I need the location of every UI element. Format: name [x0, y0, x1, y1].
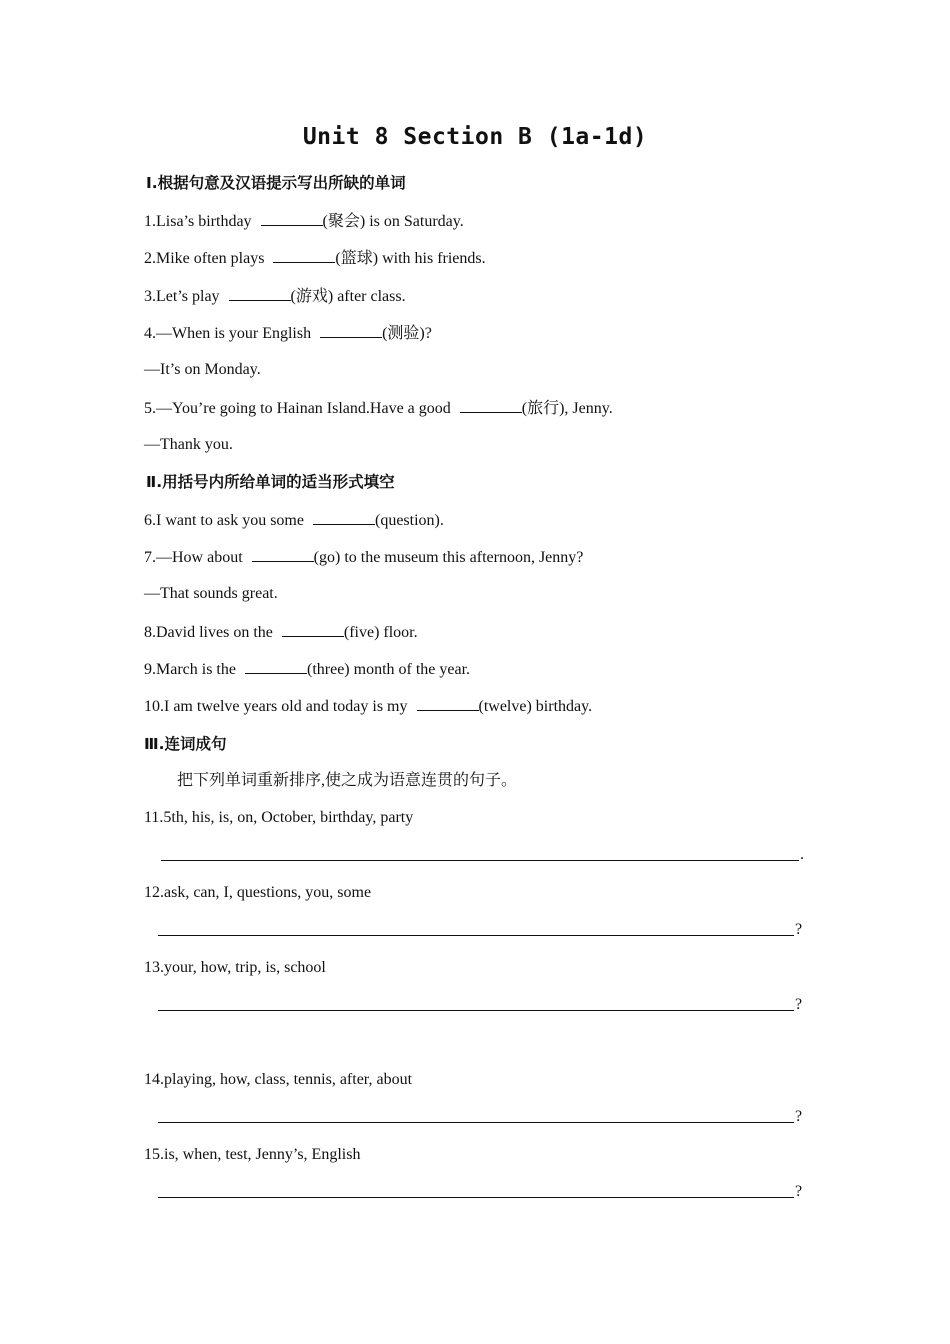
question-14-words: 14.playing, how, class, tennis, after, about — [144, 1071, 413, 1088]
answer-blank[interactable] — [460, 398, 522, 413]
question-8 — [144, 622, 418, 643]
end-punctuation: ? — [795, 921, 803, 938]
section-3-instruction: 把下列单词重新排序,使之成为语意连贯的句子。 — [177, 772, 518, 789]
question-hint: (go) to the museum this afternoon, Jenny? — [313, 549, 584, 566]
answer-blank[interactable] — [313, 510, 375, 525]
dialogue-response: —That sounds great. — [144, 585, 278, 602]
answer-blank[interactable] — [245, 659, 307, 674]
question-5 — [144, 398, 613, 419]
question-hint: (篮球) with his friends. — [335, 250, 486, 267]
question-text: 5.—You’re going to Hainan Island.Have a good — [144, 400, 451, 417]
end-punctuation: ? — [795, 1108, 803, 1125]
section-3-heading: Ⅲ.连词成句 — [144, 735, 227, 753]
question-text: 9.March is the — [144, 661, 236, 678]
answer-rule — [158, 935, 794, 936]
question-1 — [144, 211, 464, 232]
question-9 — [144, 659, 470, 680]
question-hint: (旅行), Jenny. — [521, 400, 613, 417]
answer-blank[interactable] — [229, 286, 291, 301]
question-3 — [144, 286, 406, 307]
question-hint: (测验)? — [382, 325, 432, 342]
answer-line-13[interactable] — [158, 995, 808, 1015]
question-7 — [144, 547, 583, 568]
dialogue-response: —It’s on Monday. — [144, 361, 261, 378]
question-text: 7.—How about — [144, 549, 243, 566]
question-hint: (five) floor. — [343, 624, 418, 641]
answer-blank[interactable] — [252, 547, 314, 562]
question-text: 10.I am twelve years old and today is my — [144, 698, 408, 715]
answer-rule — [158, 1122, 794, 1123]
answer-line-12[interactable] — [158, 920, 808, 940]
answer-blank[interactable] — [282, 622, 344, 637]
question-hint: (聚会) is on Saturday. — [322, 213, 464, 230]
answer-line-11[interactable] — [161, 845, 811, 865]
end-punctuation: ? — [795, 1183, 803, 1200]
page-title: Unit 8 Section B (1a-1d) — [302, 124, 648, 150]
question-text: 1.Lisa’s birthday — [144, 213, 252, 230]
question-hint: (three) month of the year. — [306, 661, 471, 678]
question-text: 8.David lives on the — [144, 624, 273, 641]
answer-line-15[interactable] — [158, 1182, 808, 1202]
question-text: 3.Let’s play — [144, 288, 220, 305]
answer-blank[interactable] — [261, 211, 323, 226]
question-4 — [144, 323, 432, 344]
question-12-words: 12.ask, can, I, questions, you, some — [144, 884, 372, 901]
question-hint: (question). — [374, 512, 444, 529]
answer-blank[interactable] — [273, 248, 335, 263]
question-10 — [144, 696, 592, 717]
end-punctuation: . — [800, 846, 804, 863]
question-13-words: 13.your, how, trip, is, school — [144, 959, 326, 976]
answer-line-14[interactable] — [158, 1107, 808, 1127]
question-text: 2.Mike often plays — [144, 250, 265, 267]
question-15-words: 15.is, when, test, Jenny’s, English — [144, 1146, 361, 1163]
section-1-heading: Ⅰ.根据句意及汉语提示写出所缺的单词 — [146, 174, 406, 192]
answer-rule — [158, 1197, 794, 1198]
section-2-heading: Ⅱ.用括号内所给单词的适当形式填空 — [146, 473, 395, 491]
answer-blank[interactable] — [320, 323, 382, 338]
answer-rule — [158, 1010, 794, 1011]
question-text: 4.—When is your English — [144, 325, 312, 342]
question-2 — [144, 248, 486, 269]
question-6 — [144, 510, 444, 531]
question-11-words: 11.5th, his, is, on, October, birthday, party — [144, 809, 414, 826]
answer-blank[interactable] — [417, 696, 479, 711]
dialogue-response: —Thank you. — [144, 436, 233, 453]
answer-rule — [161, 860, 799, 861]
end-punctuation: ? — [795, 996, 803, 1013]
question-text: 6.I want to ask you some — [144, 512, 304, 529]
question-hint: (游戏) after class. — [290, 288, 406, 305]
question-hint: (twelve) birthday. — [478, 698, 593, 715]
